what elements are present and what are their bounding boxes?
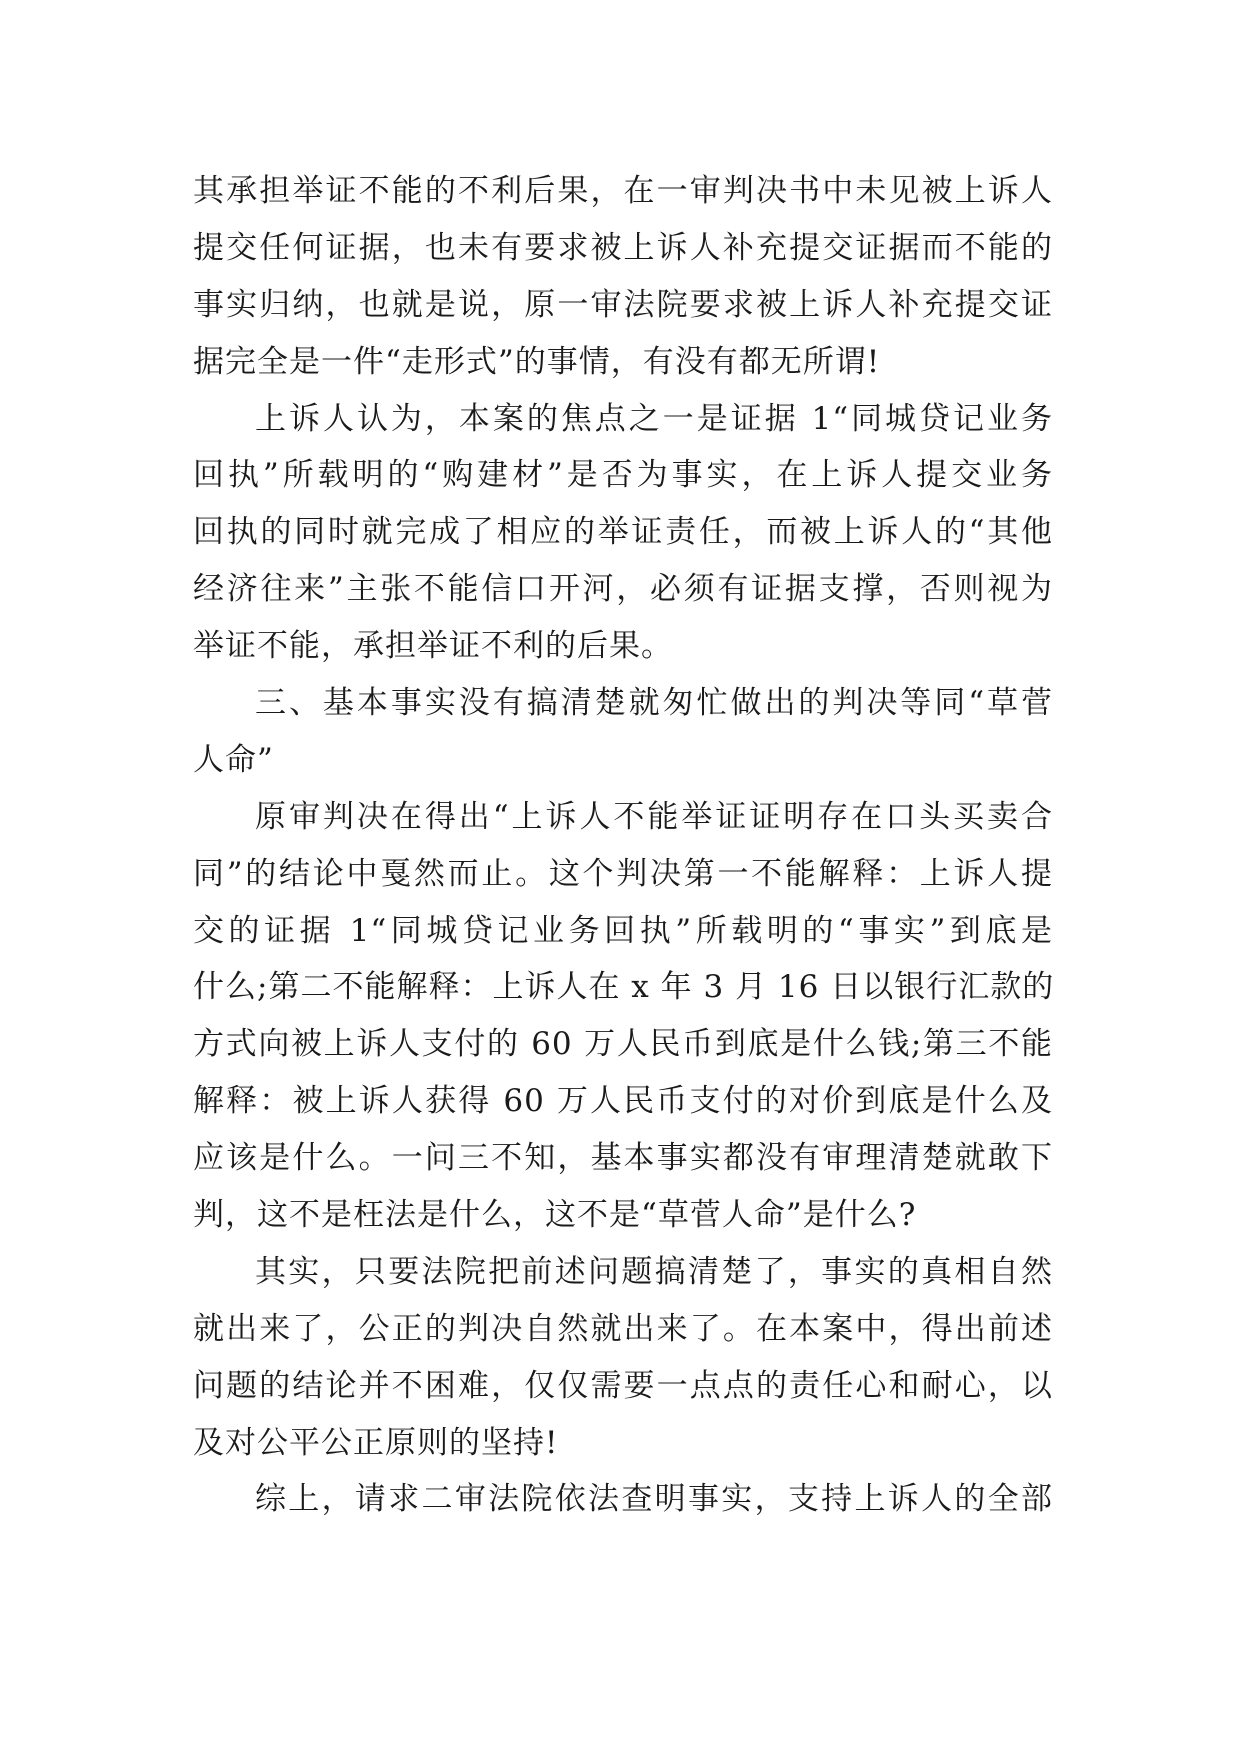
text-line: 就出来了，公正的判决自然就出来了。在本案中，得出前述: [193, 1310, 1053, 1347]
text-line: 提交任何证据，也未有要求被上诉人补充提交证据而不能的: [193, 229, 1053, 266]
text-line: 上诉人认为，本案的焦点之一是证据 1“同城贷记业务: [255, 400, 1053, 437]
text-line: 应该是什么。一问三不知，基本事实都没有审理清楚就敢下: [193, 1140, 1053, 1177]
text-line: 其承担举证不能的不利后果，在一审判决书中未见被上诉人: [193, 173, 1053, 209]
text-line: 三、基本事实没有搞清楚就匆忙做出的判决等同“草菅: [255, 685, 1053, 722]
text-line: 原审判决在得出“上诉人不能举证证明存在口头买卖合: [255, 798, 1053, 835]
text-line: 及对公平公正原则的坚持!: [193, 1424, 559, 1461]
text-line: 问题的结论并不困难，仅仅需要一点点的责任心和耐心，以: [193, 1367, 1053, 1404]
text-line: 其实，只要法院把前述问题搞清楚了，事实的真相自然: [255, 1253, 1053, 1290]
text-line: 判，这不是枉法是什么，这不是“草菅人命”是什么?: [193, 1197, 917, 1234]
text-line: 综上，请求二审法院依法查明事实，支持上诉人的全部: [255, 1481, 1053, 1518]
body-text: [193, 163, 1053, 1528]
text-line: 交的证据 1“同城贷记业务回执”所载明的“事实”到底是: [193, 912, 1053, 949]
text-line: 事实归纳，也就是说，原一审法院要求被上诉人补充提交证: [193, 286, 1053, 323]
text-line: 经济往来”主张不能信口开河，必须有证据支撑，否则视为: [193, 571, 1053, 608]
text-line: 回执的同时就完成了相应的举证责任，而被上诉人的“其他: [193, 514, 1053, 551]
text-line: 据完全是一件“走形式”的事情，有没有都无所谓!: [193, 343, 881, 380]
text-line: 解释：被上诉人获得 60 万人民币支付的对价到底是什么及: [193, 1083, 1053, 1120]
text-line: 同”的结论中戛然而止。这个判决第一不能解释：上诉人提: [193, 855, 1053, 892]
text-line: 举证不能，承担举证不利的后果。: [193, 628, 673, 665]
text-line: 什么;第二不能解释：上诉人在 x 年 3 月 16 日以银行汇款的: [193, 969, 1055, 1006]
text-line: 方式向被上诉人支付的 60 万人民币到底是什么钱;第三不能: [193, 1026, 1053, 1063]
text-line: 人命”: [193, 741, 274, 778]
text-line: 回执”所载明的“购建材”是否为事实，在上诉人提交业务: [193, 457, 1053, 494]
